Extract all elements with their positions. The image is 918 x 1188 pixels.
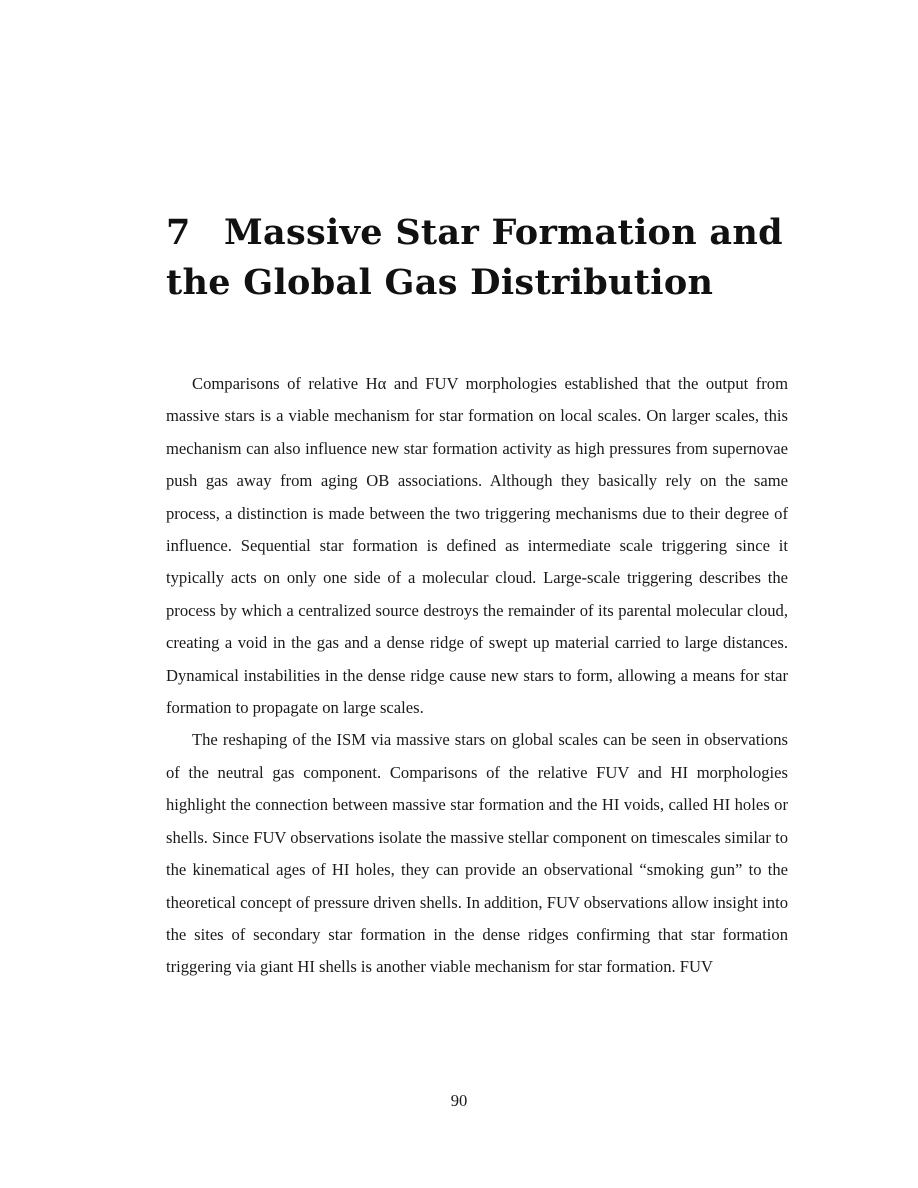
paragraph-1: Comparisons of relative Hα and FUV morphologies established that the output from massive stars is a viable mechanism for star formation on local scales. On larger scales, this mechanism can also influence new star formation activity as high pressures from supernovae push gas away from aging OB associations. Although they basically rely on the same process, a distinction is made between the two triggering mechanisms due to their degree of influence. Sequential star formation is defined as intermediate scale triggering since it typically acts on only one side of a molecular cloud. Large-scale triggering describes the process by which a centralized source destroys the remainder of its parental molecular cloud, creating a void in the gas and a dense ridge of swept up material carried to large distances. Dynamical instabilities in the dense ridge cause new stars to form, allowing a means for star formation to propagate on large scales. bbox=[166, 374, 788, 718]
chapter-title-line-1: Massive Star Formation and bbox=[224, 212, 783, 253]
chapter-heading bbox=[166, 208, 806, 308]
body-text bbox=[166, 368, 788, 984]
chapter-number: 7 bbox=[166, 212, 191, 253]
page-number: 90 bbox=[450, 1091, 468, 1110]
chapter-title-line-2: the Global Gas Distribution bbox=[166, 262, 714, 303]
paragraph-2: The reshaping of the ISM via massive stars on global scales can be seen in observations of the neutral gas component. Comparisons of the relative FUV and HI morphologies highlight the connection between massive star formation and the HI voids, called HI holes or shells. Since FUV observations isolate the massive stellar component on timescales similar to the kinematical ages of HI holes, they can provide an observational “smoking gun” to the theoretical concept of pressure driven shells. In addition, FUV observations allow insight into the sites of secondary star formation in the dense ridges confirming that star formation triggering via giant HI shells is another viable mechanism for star formation. FUV bbox=[166, 730, 788, 977]
